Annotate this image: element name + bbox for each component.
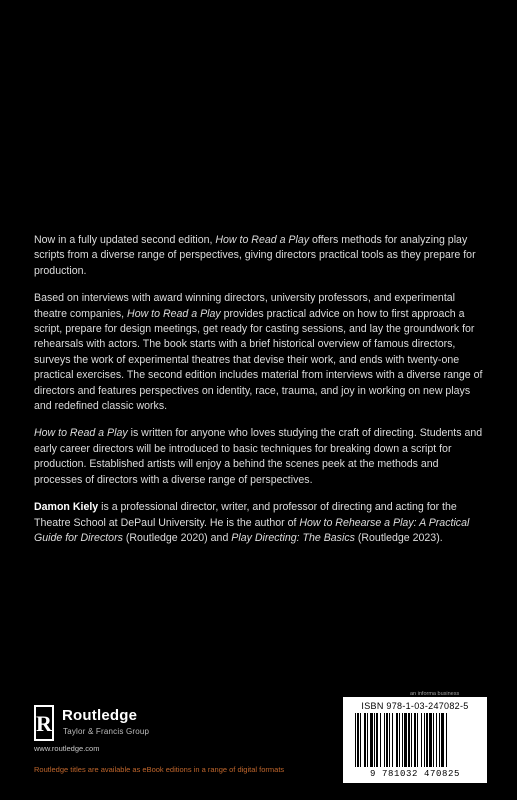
barcode-bar bbox=[426, 713, 428, 767]
barcode-bar bbox=[414, 713, 416, 767]
barcode-bar bbox=[402, 713, 403, 767]
barcode-bar bbox=[389, 713, 390, 767]
text-run: provides practical advice on how to first approach a script, prepare for design meetings, get ready for casting sessions, and lay the groundwork for rehearsals with actors. The book starts with a brief historical overview of famous directors, surveys the work of experimental theatres that devise their work, and ends with twenty-one practical exercises. The second edition includes material from interviews with a diverse range of directors and features perspectives on identity, race, trauma, and joy in working on new plays and redefined classic works. bbox=[34, 307, 483, 413]
barcode-bar bbox=[421, 713, 422, 767]
publisher-logo bbox=[34, 705, 234, 745]
barcode-bar bbox=[399, 713, 400, 767]
isbn-barcode bbox=[343, 697, 487, 783]
barcode-bar bbox=[439, 713, 440, 767]
publisher-name: Routledge bbox=[62, 707, 138, 724]
blurb-paragraph-2 bbox=[34, 291, 486, 414]
barcode-bar bbox=[376, 713, 378, 767]
routledge-r-logo-icon bbox=[34, 705, 54, 741]
isbn-label: ISBN 978-1-03-247082-5 bbox=[361, 701, 469, 711]
publisher-group: Taylor & Francis Group bbox=[63, 727, 150, 736]
barcode-bar bbox=[392, 713, 393, 767]
blurb-paragraph-3 bbox=[34, 426, 486, 488]
imprint-tag: an informa business bbox=[410, 691, 460, 697]
text-run: offers methods for analyzing play scripts from a diverse range of perspectives, giving directors practical tools as they prepare for production. bbox=[34, 234, 476, 277]
text-run: (Routledge 2023). bbox=[354, 531, 443, 544]
text-run: Now in a fully updated second edition, bbox=[34, 234, 216, 246]
barcode-bars bbox=[355, 713, 477, 767]
barcode-bar bbox=[411, 713, 412, 767]
author-bio bbox=[34, 500, 486, 546]
back-cover-blurb bbox=[34, 233, 486, 558]
text-run: is a professional director, writer, and professor of directing and acting for the Theatre School at DePaul University. He is the author of bbox=[34, 501, 457, 529]
book-title-italic: How to Read a Play bbox=[215, 234, 310, 246]
text-run: (Routledge 2020) and bbox=[122, 531, 232, 544]
barcode-bar bbox=[429, 713, 432, 767]
book-title-italic: How to Rehearse a Play: A Practical Guide for Directors bbox=[34, 516, 470, 544]
barcode-bar bbox=[436, 713, 437, 767]
barcode-bar bbox=[417, 713, 418, 767]
barcode-bar bbox=[446, 713, 447, 767]
barcode-bar bbox=[364, 713, 366, 767]
book-title-italic: How to Read a Play bbox=[34, 427, 128, 440]
barcode-bar bbox=[441, 713, 444, 767]
text-run: Based on interviews with award winning directors, university professors, and experimental theatre companies, bbox=[34, 292, 456, 320]
barcode-bar bbox=[404, 713, 407, 767]
barcode-bar bbox=[374, 713, 375, 767]
ebook-note: Routledge titles are available as eBook editions in a range of digital formats bbox=[34, 765, 285, 774]
book-title-italic: How to Read a Play bbox=[127, 307, 221, 320]
text-run: is written for anyone who loves studying the craft of directing. Students and early career directors will be introduced to basic techniques for breaking down a script for production. Established artists will enjoy a behind the scenes peek at the methods and processes of directors with a diverse range of perspectives. bbox=[34, 427, 483, 486]
book-title-italic: Play Directing: The Basics bbox=[231, 531, 355, 544]
barcode-digits: 9 781032 470825 bbox=[369, 769, 460, 779]
barcode-bar bbox=[367, 713, 368, 767]
author-name: Damon Kiely bbox=[34, 501, 99, 514]
barcode-bar bbox=[370, 713, 373, 767]
barcode-bar bbox=[360, 713, 361, 767]
barcode-bar bbox=[380, 713, 381, 767]
svg-text:R: R bbox=[36, 711, 52, 736]
barcode-bar bbox=[355, 713, 356, 767]
barcode-bar bbox=[424, 713, 425, 767]
barcode-bar bbox=[396, 713, 398, 767]
publisher-website: www.routledge.com bbox=[34, 744, 100, 753]
barcode-bar bbox=[357, 713, 359, 767]
barcode-bar bbox=[386, 713, 388, 767]
barcode-bar bbox=[408, 713, 410, 767]
blurb-paragraph-1 bbox=[34, 233, 486, 279]
barcode-bar bbox=[384, 713, 385, 767]
barcode-bar bbox=[433, 713, 434, 767]
